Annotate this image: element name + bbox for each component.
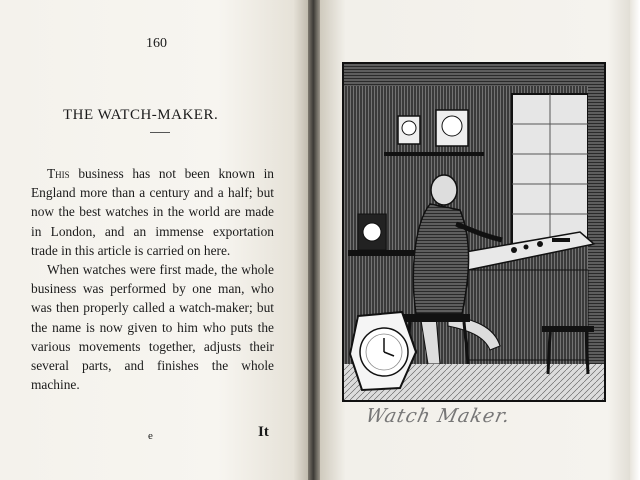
body-text [31,164,274,394]
paragraph-2 [31,260,274,394]
book-gutter [308,0,320,480]
title-rule [150,132,170,133]
page-number: 160 [146,36,167,51]
paragraph-1-opening-word: This [47,166,70,181]
chapter-title: THE WATCH-MAKER. [63,107,219,123]
paragraph-2-text: When watches were first made, the whole business was performed by one man, who was then properly called a watch-maker; but the name is now given to him who puts the various movements together, adjusts their several parts, and finishes the whole machine. [31,262,274,393]
watchmaker-engraving [344,64,604,400]
engraving-illustration [342,62,606,402]
signature-mark: e [148,430,153,442]
plate-caption: Watch Maker. [363,405,513,427]
left-page [0,0,312,480]
right-page [320,0,640,480]
page-footer [0,424,312,444]
paragraph-1-text: business has not been known in England more than a century and a half; but now the best watches in the world are made in London, and an immense exportation trade in this article is carried on here. [31,166,274,258]
page-edge [630,0,640,480]
catchword: It [258,424,269,440]
paragraph-1 [31,164,274,260]
